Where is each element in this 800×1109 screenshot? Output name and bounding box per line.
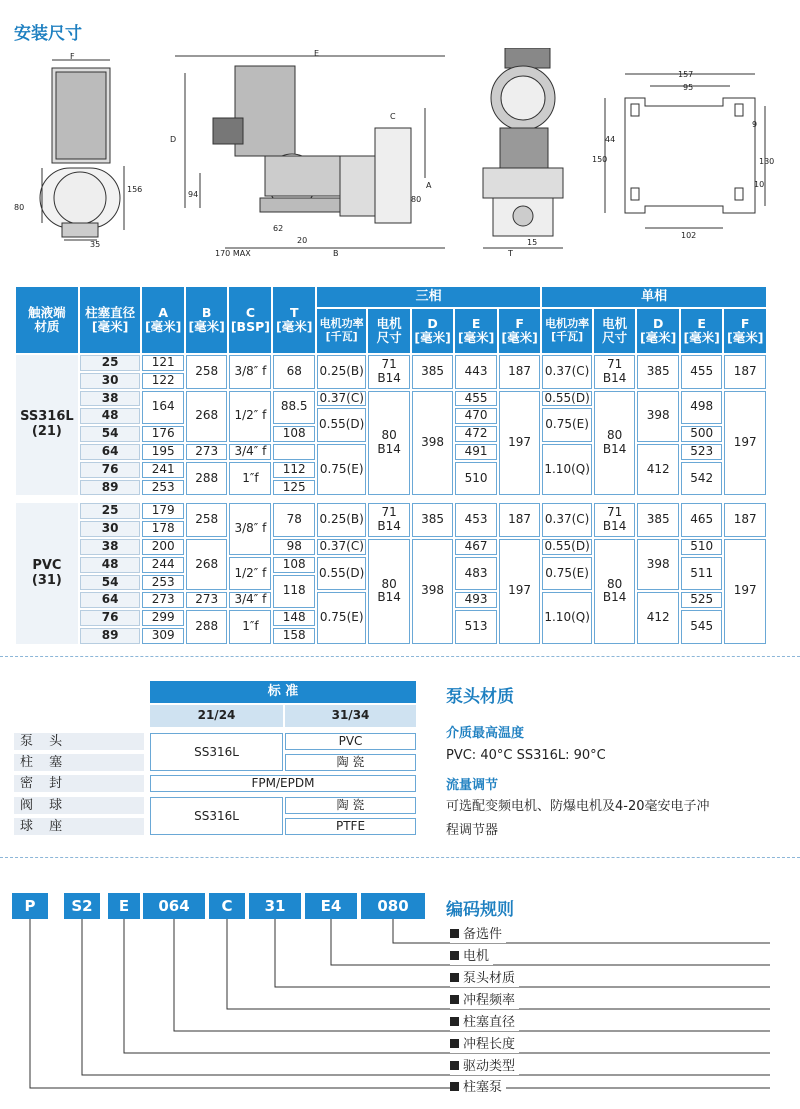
power1-cell: 1.10(Q) — [542, 592, 592, 643]
t-cell: 108 — [273, 557, 315, 573]
t-cell: 108 — [273, 426, 315, 442]
diameter-cell: 89 — [80, 480, 141, 496]
f3-cell: 197 — [499, 539, 541, 644]
power1-cell: 0.55(D) — [542, 539, 592, 555]
diameter-cell: 38 — [80, 391, 141, 407]
header-d-1: D [毫米] — [637, 309, 679, 353]
a-cell: 121 — [142, 355, 184, 371]
table-row — [16, 503, 766, 519]
header-f-1: F [毫米] — [724, 309, 766, 353]
header-group-single-phase: 单相 — [542, 287, 766, 307]
code-box-c: C — [209, 893, 245, 919]
material-row-ball-seat: 球 座 — [14, 818, 144, 835]
diameter-cell: 64 — [80, 444, 141, 460]
c-cell: 1″f — [229, 462, 271, 496]
dim-label-62: 62 — [273, 224, 284, 233]
code-box-p: P — [12, 893, 48, 919]
code-box-e4: E4 — [305, 893, 357, 919]
legend-item: 冲程长度 — [450, 1037, 519, 1053]
diameter-cell: 54 — [80, 575, 141, 591]
code-box-080: 080 — [361, 893, 425, 919]
code-box-s2: S2 — [64, 893, 100, 919]
power1-cell: 0.75(E) — [542, 557, 592, 591]
d1-cell: 398 — [637, 391, 679, 442]
dim-label-e: E — [314, 49, 320, 58]
dim-label-10: 10 — [754, 180, 765, 189]
power3-cell: 0.25(B) — [317, 503, 366, 537]
header-motor-1: 电机 尺寸 — [594, 309, 636, 353]
dim-label-35: 35 — [90, 240, 101, 249]
material-col-31-34: 31/34 — [285, 705, 416, 727]
power3-cell: 0.55(D) — [317, 557, 366, 591]
dim-label-157: 157 — [678, 70, 694, 79]
dim-label-f: F — [70, 52, 75, 61]
material-cell-ss316l-b: SS316L — [150, 797, 283, 835]
code-box-064: 064 — [143, 893, 205, 919]
temp-title: 介质最高温度 — [446, 726, 525, 741]
material-row-valve-ball: 阀 球 — [14, 797, 144, 814]
a-cell: 176 — [142, 426, 184, 442]
a-cell: 195 — [142, 444, 184, 460]
power3-cell: 0.75(E) — [317, 592, 366, 643]
a-cell: 122 — [142, 373, 184, 389]
header-e-3: E [毫米] — [455, 309, 497, 353]
divider — [0, 656, 800, 657]
dim-label-b: B — [333, 249, 339, 258]
e3-cell: 443 — [455, 355, 497, 389]
header-f-3: F [毫米] — [499, 309, 541, 353]
legend-item: 备选件 — [450, 927, 506, 943]
header-c: C [BSP] — [229, 287, 271, 353]
spec-table — [14, 285, 768, 646]
c-cell: 3/8″ f — [229, 355, 271, 389]
header-material: 触液端 材质 — [16, 287, 78, 353]
dim-label-150: 150 — [592, 155, 608, 164]
dim-label-d: D — [170, 135, 177, 144]
f3-cell: 187 — [499, 355, 541, 389]
flow-text-line1: 可选配变频电机、防爆电机及4-20毫安电子冲 — [446, 799, 710, 814]
diameter-cell: 38 — [80, 539, 141, 555]
material-row-plunger: 柱 塞 — [14, 754, 144, 771]
e3-cell: 513 — [455, 610, 497, 644]
c-cell: 1/2″ f — [229, 391, 271, 442]
e3-cell: 467 — [455, 539, 497, 555]
header-power-3: 电机功率 [千瓦] — [317, 309, 366, 353]
motor1-cell: 71 B14 — [594, 503, 636, 537]
e3-cell: 510 — [455, 462, 497, 496]
motor1-cell: 71 B14 — [594, 355, 636, 389]
c-cell: 1″f — [229, 610, 271, 644]
c-cell: 3/4″ f — [229, 592, 271, 608]
f3-cell: 197 — [499, 391, 541, 496]
material-col-21-24: 21/24 — [150, 705, 283, 727]
power3-cell: 0.25(B) — [317, 355, 366, 389]
b-cell: 258 — [186, 355, 228, 389]
motor1-cell: 80 B14 — [594, 391, 636, 496]
e3-cell: 455 — [455, 391, 497, 407]
material-cell: SS316L (21) — [16, 355, 78, 495]
header-motor-3: 电机 尺寸 — [368, 309, 410, 353]
power3-cell: 0.37(C) — [317, 539, 366, 555]
t-cell: 148 — [273, 610, 315, 626]
divider — [0, 857, 800, 858]
t-cell: 125 — [273, 480, 315, 496]
drawing-base-plate — [595, 68, 775, 238]
motor3-cell: 80 B14 — [368, 391, 410, 496]
dim-label-9: 9 — [752, 120, 758, 129]
f3-cell: 187 — [499, 503, 541, 537]
dim-label-t: T — [508, 249, 513, 258]
diameter-cell: 30 — [80, 373, 141, 389]
dim-label-156: 156 — [127, 185, 143, 194]
header-group-three-phase: 三相 — [317, 287, 540, 307]
motor3-cell: 71 B14 — [368, 503, 410, 537]
e3-cell: 493 — [455, 592, 497, 608]
t-cell: 158 — [273, 628, 315, 644]
e1-cell: 525 — [681, 592, 723, 608]
t-cell: 98 — [273, 539, 315, 555]
d3-cell: 385 — [412, 503, 454, 537]
e1-cell: 498 — [681, 391, 723, 425]
material-cell-ceramic-a: 陶 瓷 — [285, 754, 416, 771]
t-cell: 118 — [273, 575, 315, 609]
a-cell: 164 — [142, 391, 184, 425]
dim-label-80b: 80 — [411, 195, 422, 204]
d3-cell: 385 — [412, 355, 454, 389]
dim-label-c: C — [390, 112, 396, 121]
f1-cell: 197 — [724, 391, 766, 496]
diameter-cell: 76 — [80, 610, 141, 626]
d3-cell: 398 — [412, 391, 454, 496]
b-cell: 288 — [186, 610, 228, 644]
header-b: B [毫米] — [186, 287, 228, 353]
power3-cell: 0.55(D) — [317, 408, 366, 442]
header-diameter: 柱塞直径 [毫米] — [80, 287, 141, 353]
e1-cell: 542 — [681, 462, 723, 496]
e1-cell: 523 — [681, 444, 723, 460]
legend-item: 电机 — [450, 949, 493, 965]
material-cell-ceramic-b: 陶 瓷 — [285, 797, 416, 814]
dim-label-a: A — [426, 181, 432, 190]
motor1-cell: 80 B14 — [594, 539, 636, 644]
e1-cell: 510 — [681, 539, 723, 555]
a-cell: 253 — [142, 480, 184, 496]
a-cell: 200 — [142, 539, 184, 555]
material-cell: PVC (31) — [16, 503, 78, 643]
power1-cell: 1.10(Q) — [542, 444, 592, 495]
c-cell: 3/4″ f — [229, 444, 271, 460]
drawing-head-view — [475, 48, 580, 258]
power3-cell: 0.37(C) — [317, 391, 366, 407]
a-cell: 309 — [142, 628, 184, 644]
diameter-cell: 76 — [80, 462, 141, 478]
diameter-cell: 30 — [80, 521, 141, 537]
d1-cell: 385 — [637, 355, 679, 389]
header-power-1: 电机功率 [千瓦] — [542, 309, 592, 353]
header-d-3: D [毫米] — [412, 309, 454, 353]
legend-item: 柱塞直径 — [450, 1015, 519, 1031]
d1-cell: 412 — [637, 592, 679, 643]
dim-label-95: 95 — [683, 83, 694, 92]
a-cell: 299 — [142, 610, 184, 626]
b-cell: 273 — [186, 592, 228, 608]
c-cell: 1/2″ f — [229, 557, 271, 591]
material-row-seal: 密 封 — [14, 775, 144, 792]
c-cell: 3/8″ f — [229, 503, 271, 554]
code-box-31: 31 — [249, 893, 301, 919]
page-title: 安装尺寸 — [14, 24, 82, 44]
a-cell: 273 — [142, 592, 184, 608]
a-cell: 244 — [142, 557, 184, 573]
power1-cell: 0.37(C) — [542, 503, 592, 537]
drawing-front-view — [165, 48, 455, 258]
dim-label-94: 94 — [188, 190, 199, 199]
material-table-header: 标 准 — [150, 681, 416, 703]
b-cell: 268 — [186, 391, 228, 442]
power1-cell: 0.37(C) — [542, 355, 592, 389]
legend-item: 驱动类型 — [450, 1059, 519, 1075]
material-cell-pvc: PVC — [285, 733, 416, 750]
b-cell: 288 — [186, 462, 228, 496]
b-cell: 258 — [186, 503, 228, 537]
drawing-side-view — [12, 48, 152, 258]
legend-item: 柱塞泵 — [450, 1080, 506, 1096]
e1-cell: 511 — [681, 557, 723, 591]
diameter-cell: 25 — [80, 503, 141, 519]
a-cell: 178 — [142, 521, 184, 537]
t-cell: 88.5 — [273, 391, 315, 425]
t-cell: 68 — [273, 355, 315, 389]
motor3-cell: 71 B14 — [368, 355, 410, 389]
e1-cell: 455 — [681, 355, 723, 389]
motor3-cell: 80 B14 — [368, 539, 410, 644]
dim-label-80: 80 — [14, 203, 25, 212]
temp-text: PVC: 40°C SS316L: 90°C — [446, 748, 606, 763]
e1-cell: 465 — [681, 503, 723, 537]
material-cell-fpm-epdm: FPM/EPDM — [150, 775, 416, 792]
table-row — [16, 391, 766, 407]
d1-cell: 412 — [637, 444, 679, 495]
t-cell: 112 — [273, 462, 315, 478]
header-a: A [毫米] — [142, 287, 184, 353]
legend-item: 泵头材质 — [450, 971, 519, 987]
diameter-cell: 48 — [80, 408, 141, 424]
power1-cell: 0.55(D) — [542, 391, 592, 407]
header-e-1: E [毫米] — [681, 309, 723, 353]
b-cell: 268 — [186, 539, 228, 590]
flow-text-line2: 程调节器 — [446, 823, 499, 838]
e3-cell: 491 — [455, 444, 497, 460]
f1-cell: 197 — [724, 539, 766, 644]
material-cell-ss316l-a: SS316L — [150, 733, 283, 771]
diameter-cell: 54 — [80, 426, 141, 442]
dim-label-130: 130 — [759, 157, 775, 166]
legend-item: 冲程频率 — [450, 993, 519, 1009]
diameter-cell: 64 — [80, 592, 141, 608]
diameter-cell: 89 — [80, 628, 141, 644]
d3-cell: 398 — [412, 539, 454, 644]
code-connector-lines — [0, 919, 800, 1089]
a-cell: 179 — [142, 503, 184, 519]
code-box-e: E — [108, 893, 140, 919]
a-cell: 253 — [142, 575, 184, 591]
power3-cell: 0.75(E) — [317, 444, 366, 495]
material-cell-ptfe: PTFE — [285, 818, 416, 835]
f1-cell: 187 — [724, 503, 766, 537]
e1-cell: 545 — [681, 610, 723, 644]
dim-label-20: 20 — [297, 236, 308, 245]
table-row — [16, 539, 766, 555]
e1-cell: 500 — [681, 426, 723, 442]
dim-label-170max: 170 MAX — [215, 249, 251, 258]
e3-cell: 470 — [455, 408, 497, 424]
diameter-cell: 25 — [80, 355, 141, 371]
dim-label-15: 15 — [527, 238, 538, 247]
t-cell: 78 — [273, 503, 315, 537]
dim-label-102: 102 — [681, 231, 697, 240]
diameter-cell: 48 — [80, 557, 141, 573]
dim-label-44: 44 — [605, 135, 616, 144]
code-rule-title: 编码规则 — [446, 900, 514, 920]
power1-cell: 0.75(E) — [542, 408, 592, 442]
e3-cell: 483 — [455, 557, 497, 591]
d1-cell: 385 — [637, 503, 679, 537]
material-row-pump-head: 泵 头 — [14, 733, 144, 750]
e3-cell: 472 — [455, 426, 497, 442]
b-cell: 273 — [186, 444, 228, 460]
e3-cell: 453 — [455, 503, 497, 537]
t-cell — [273, 444, 315, 460]
f1-cell: 187 — [724, 355, 766, 389]
table-row — [16, 355, 766, 371]
d1-cell: 398 — [637, 539, 679, 590]
flow-title: 流量调节 — [446, 778, 499, 793]
header-t: T [毫米] — [273, 287, 315, 353]
pump-head-material-title: 泵头材质 — [446, 687, 514, 707]
a-cell: 241 — [142, 462, 184, 478]
